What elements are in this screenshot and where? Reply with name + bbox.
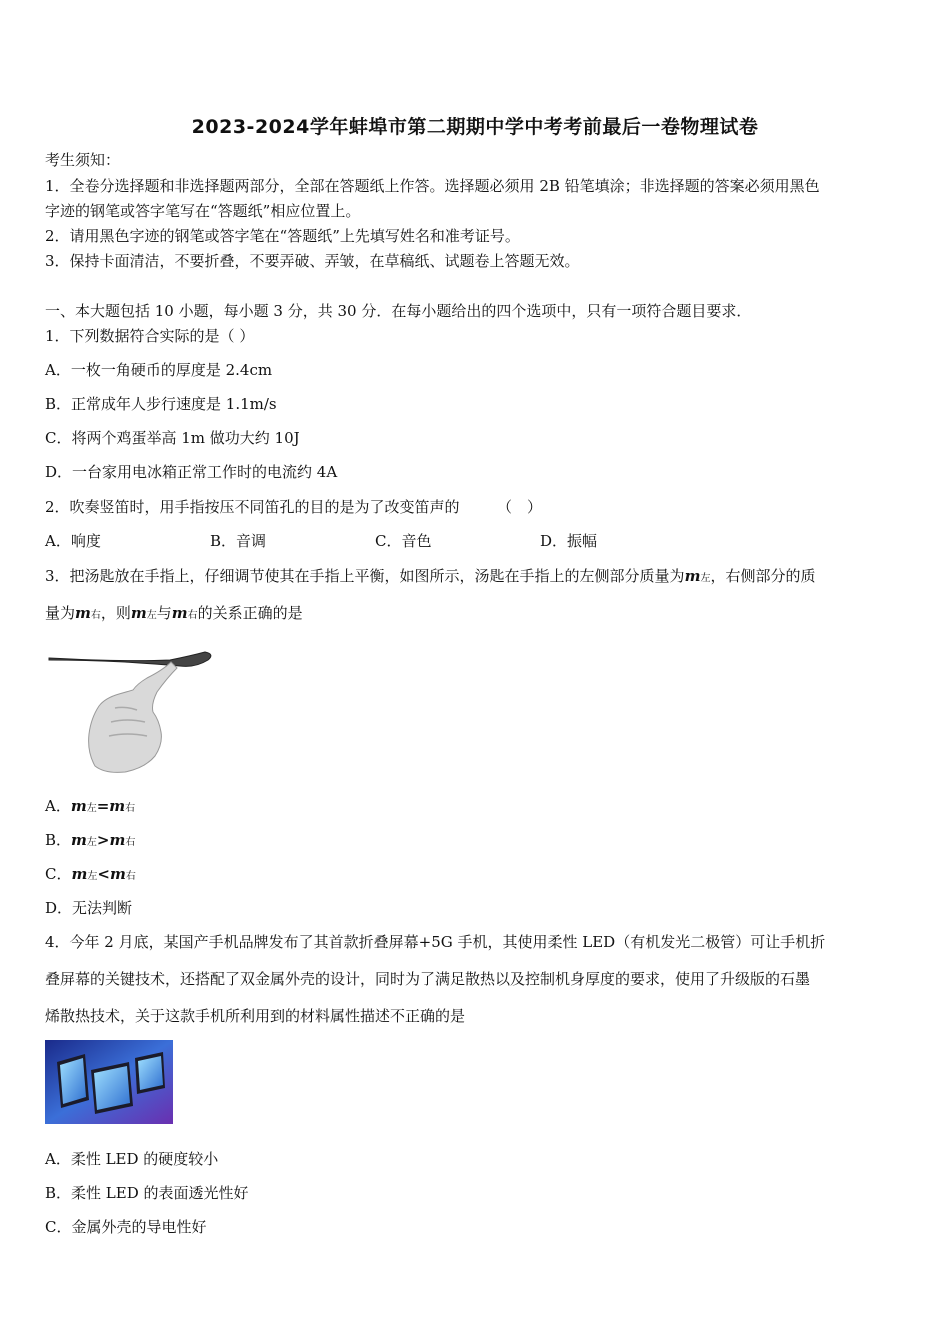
q2-option-a: A．响度	[45, 532, 101, 550]
q4-option-c: C．金属外壳的导电性好	[45, 1218, 207, 1236]
notice-item-1a: 1．全卷分选择题和非选择题两部分，全部在答题纸上作答。选择题必须用 2B 铅笔填涂；非选择题的答案必须用黑色	[45, 177, 820, 195]
q2-stem: 2．吹奏竖笛时，用手指按压不同笛孔的目的是为了改变笛声的 （ ）	[45, 498, 543, 516]
notice-item-1b: 字迹的钢笔或答字笔写在“答题纸”相应位置上。	[45, 202, 361, 220]
q2-option-b: B．音调	[210, 532, 267, 550]
section-heading: 一、本大题包括 10 小题，每小题 3 分，共 30 分．在每小题给出的四个选项中，只有一项符合题目要求．	[45, 302, 752, 320]
notice-item-2: 2．请用黑色字迹的钢笔或答字笔在“答题纸”上先填写姓名和准考证号。	[45, 227, 520, 245]
page-title: 2023-2024学年蚌埠市第二期期中学中考考前最后一卷物理试卷	[191, 116, 759, 138]
q4-stem-line2: 叠屏幕的关键技术，还搭配了双金属外壳的设计，同时为了满足散热以及控制机身厚度的要求，使用了升级版的石墨	[45, 970, 811, 988]
q1-option-d: D．一台家用电冰箱正常工作时的电流约 4A	[45, 463, 338, 481]
q1-option-b: B．正常成年人步行速度是 1.1m/s	[45, 395, 277, 413]
q1-option-a: A．一枚一角硬币的厚度是 2.4cm	[45, 361, 273, 379]
q2-option-c: C．音色	[375, 532, 432, 550]
notice-item-3: 3．保持卡面清洁，不要折叠，不要弄破、弄皱，在草稿纸、试题卷上答题无效。	[45, 252, 580, 270]
q3-option-c: C．m左<m右	[45, 865, 136, 883]
q3-option-d: D．无法判断	[45, 899, 133, 917]
q4-stem-line3: 烯散热技术，关于这款手机所利用到的材料属性描述不正确的是	[45, 1007, 466, 1025]
q2-option-d: D．振幅	[540, 532, 598, 550]
q1-option-c: C．将两个鸡蛋举高 1m 做功大约 10J	[45, 429, 300, 447]
q4-option-b: B．柔性 LED 的表面透光性好	[45, 1184, 249, 1202]
q3-option-b: B．m左>m右	[45, 831, 136, 849]
q4-option-a: A．柔性 LED 的硬度较小	[45, 1150, 219, 1168]
q3-stem-line1: 3．把汤匙放在手指上，仔细调节使其在手指上平衡，如图所示，汤匙在手指上的左侧部分质量为m左，右侧部分的质	[45, 567, 816, 585]
notice-heading: 考生须知：	[45, 151, 121, 169]
q1-stem: 1．下列数据符合实际的是（ ）	[45, 327, 255, 345]
q3-option-a: A．m左=m右	[45, 797, 136, 815]
q3-stem-line2: 量为m右，则m左与m右的关系正确的是	[45, 604, 303, 622]
foldable-phone-figure	[45, 1040, 173, 1124]
spoon-on-finger-figure	[45, 648, 215, 776]
q4-stem-line1: 4．今年 2 月底，某国产手机品牌发布了其首款折叠屏幕+5G 手机，其使用柔性 LED（有机发光二极管）可让手机折	[45, 933, 826, 951]
q2-options	[45, 531, 705, 551]
